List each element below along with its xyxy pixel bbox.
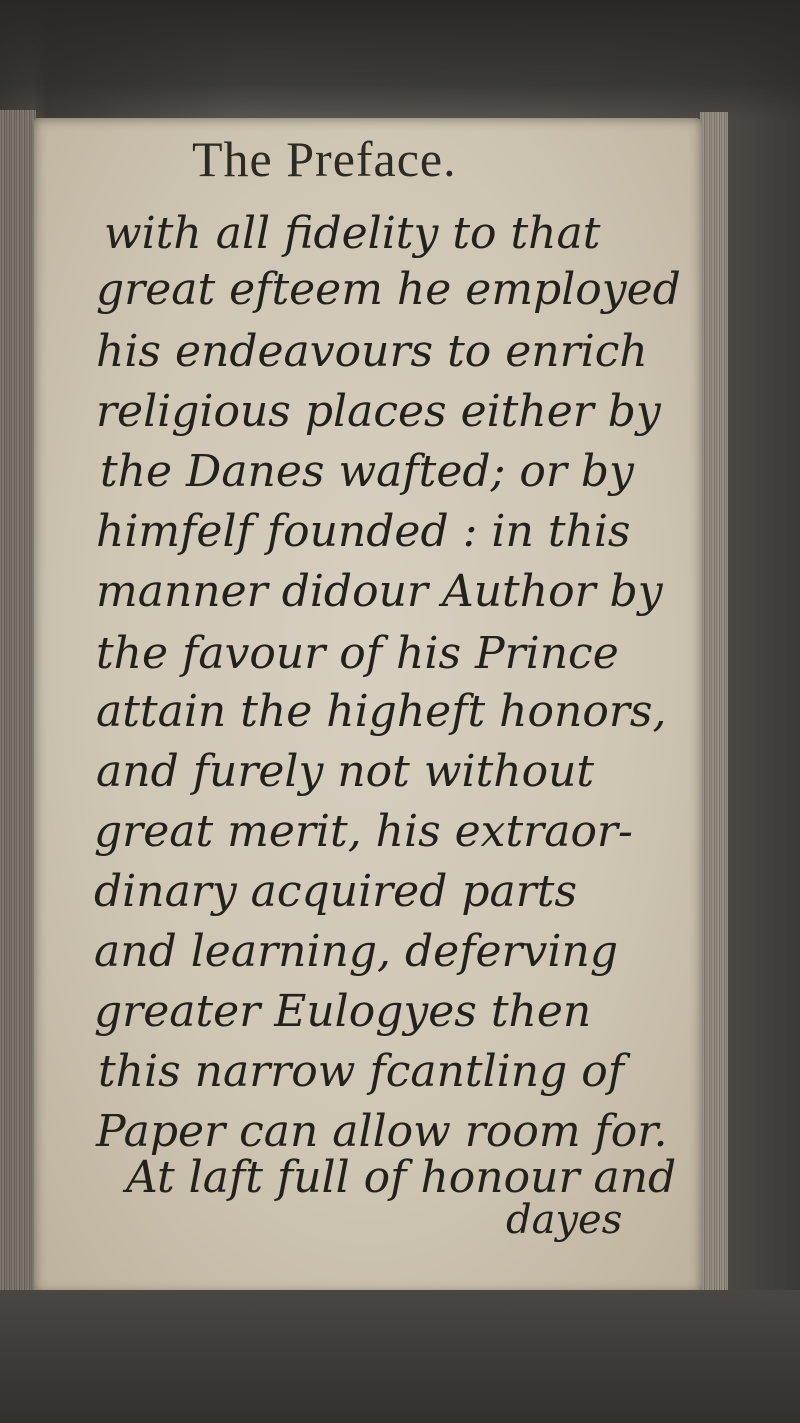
top-shadow (0, 0, 800, 120)
text-line: religious places either by (96, 386, 661, 437)
running-head: The Preface. (192, 131, 457, 187)
right-page-edges (700, 112, 728, 1297)
text-line: his endeavours to enrich (96, 326, 648, 377)
text-line: great merit, his extraor- (94, 806, 633, 857)
catchword: dayes (506, 1197, 623, 1243)
text-line: manner didour Author by (96, 566, 663, 617)
text-line: with all fidelity to that (104, 208, 601, 259)
text-line: attain the higheft honors, (96, 686, 667, 737)
text-line: the favour of his Prince (96, 628, 619, 679)
text-line: the Danes wafted; or by (100, 446, 634, 497)
text-line: great efteem he employed (96, 264, 681, 315)
text-line: greater Eulogyes then (94, 986, 592, 1037)
text-line: and learning, deferving (94, 926, 618, 977)
text-line: dinary acquired parts (94, 866, 578, 917)
text-line: and furely not without (96, 746, 595, 797)
text-line: this narrow fcantling of (98, 1046, 625, 1097)
bottom-shadow (0, 1290, 800, 1423)
left-page-edges (0, 110, 36, 1300)
text-line: Paper can allow room for. (96, 1106, 668, 1157)
text-line: At laft full of honour and (126, 1152, 677, 1203)
book-page (34, 118, 702, 1294)
text-line: himfelf founded : in this (96, 506, 631, 557)
page-text-block (34, 118, 702, 1294)
